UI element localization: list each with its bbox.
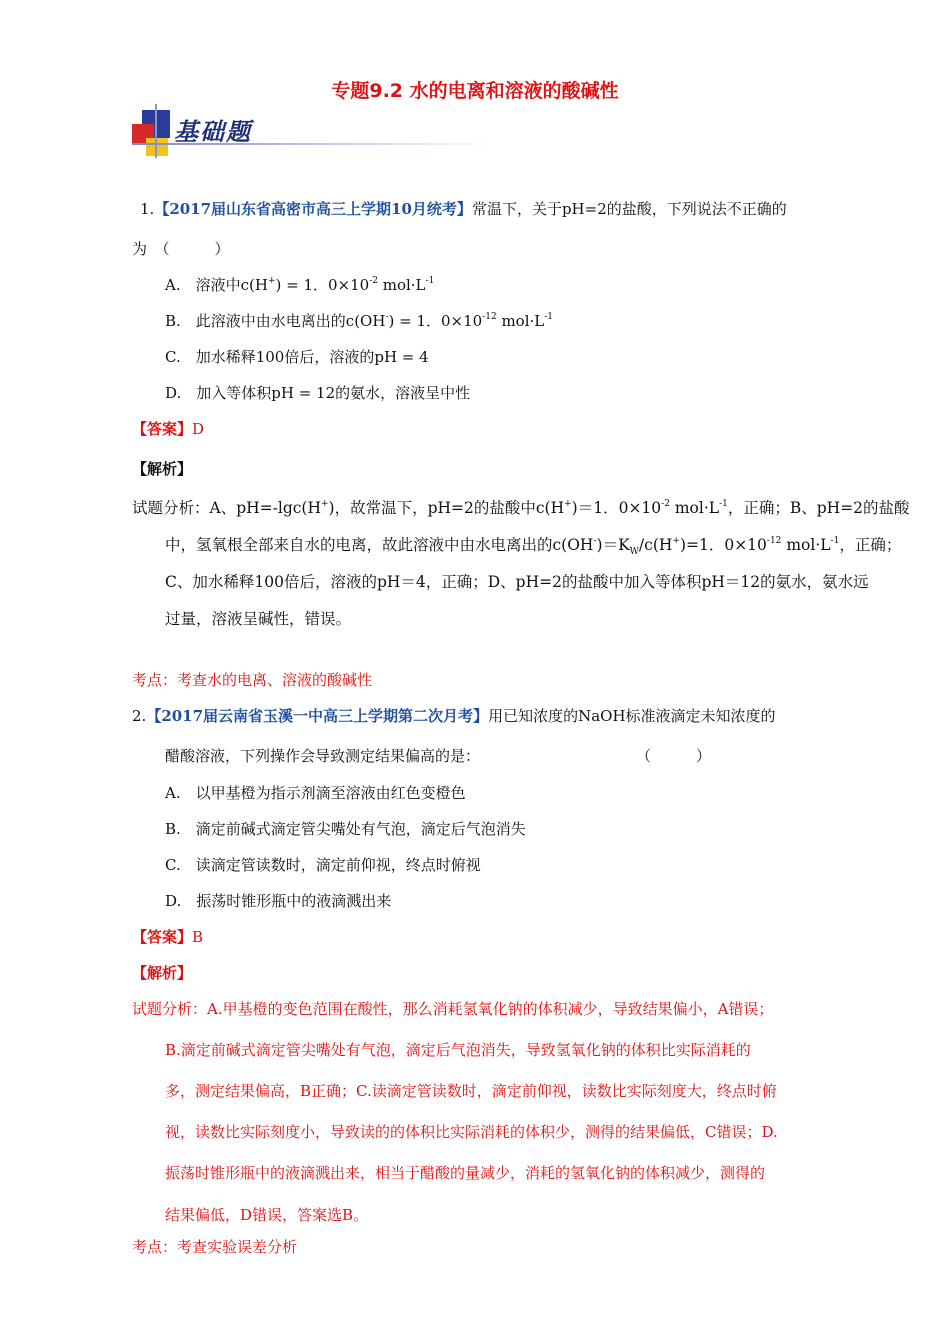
section-banner <box>132 102 492 160</box>
q1-stem-line2: 为 （ ） <box>132 240 230 258</box>
q2-number: 2. <box>132 707 147 725</box>
q2-stem-a: 用已知浓度的NaOH标准液滴定未知浓度的 <box>488 707 776 725</box>
q1-option-a: A. 溶液中c(H+) = 1．$0\times 10^{-2}$ $mol\cdot L^{-1}$ <box>165 276 435 294</box>
q2-kaodian: 考点：考查实验误差分析 <box>132 1238 298 1256</box>
q1-analysis-line1: 试题分析：A、pH=-lgc(H+)，故常温下，pH=2的盐酸中c(H+)＝1．$0\times 10^{-2}$ $mol\cdot L^{-1}$，正确；B、pH=2的盐酸 <box>132 499 910 517</box>
q1-answer <box>132 418 204 439</box>
q1-kaodian: 考点：考查水的电离、溶液的酸碱性 <box>132 671 373 689</box>
page-title: 专题9.2 水的电离和溶液的酸碱性 <box>331 80 619 102</box>
q2-stem-line2: 醋酸溶液，下列操作会导致测定结果偏高的是： <box>165 747 481 765</box>
q2-analysis-line: 结果偏低，D错误，答案选B。 <box>165 1206 369 1224</box>
q1-answer-value: D <box>192 420 205 438</box>
q2-answer-label: 【答案】 <box>132 928 193 946</box>
q2-option-c: C. 读滴定管读数时，滴定前仰视，终点时俯视 <box>165 856 481 874</box>
q1-analysis-line3: C、加水稀释100倍后，溶液的pH＝4，正确；D、pH=2的盐酸中加入等体积pH＝12的氨水，氨水远 <box>165 573 869 591</box>
q2-analysis-line: 视，读数比实际刻度小，导致读的的体积比实际消耗的体积少，测得的结果偏低，C错误；D. <box>165 1123 778 1141</box>
q2-analysis-label: 【解析】 <box>132 964 193 982</box>
q1-source: 【2017届山东省高密市高三上学期10月统考】 <box>154 200 472 218</box>
banner-vertical-line <box>155 104 157 158</box>
q1-option-c: C. 加水稀释100倍后，溶液的pH = 4 <box>165 348 429 366</box>
q2-analysis-line: 振荡时锥形瓶中的液滴溅出来，相当于醋酸的量减少，消耗的氢氧化钠的体积减少，测得的 <box>165 1164 766 1182</box>
q2-source: 【2017届云南省玉溪一中高三上学期第二次月考】 <box>146 707 489 725</box>
q1-option-b: B. 此溶液中由水电离出的c(OH-) = 1．$0\times 10^{-12}$ $mol\cdot L^{-1}$ <box>165 312 554 330</box>
q2-option-b: B. 滴定前碱式滴定管尖嘴处有气泡，滴定后气泡消失 <box>165 820 526 838</box>
q2-analysis-line: 多，测定结果偏高，B正确；C.读滴定管读数时，滴定前仰视，读数比实际刻度大，终点时俯 <box>165 1082 777 1100</box>
q2-answer-value: B <box>192 928 204 946</box>
q2-analysis-line: 试题分析：A.甲基橙的变色范围在酸性，那么消耗氢氧化钠的体积减少，导致结果偏小，A错误； <box>132 1000 774 1018</box>
q1-analysis-label: 【解析】 <box>132 460 193 478</box>
q2-answer-paren: （ ） <box>636 747 712 765</box>
q2-answer <box>132 926 203 947</box>
q1-number: 1. <box>140 200 155 218</box>
banner-label: 基础题 <box>174 117 252 146</box>
q1-stem-a: 常温下，关于pH=2的盐酸，下列说法不正确的 <box>471 200 787 218</box>
q1-option-d: D. 加入等体积pH = 12的氨水，溶液呈中性 <box>165 384 471 402</box>
q2-option-a: A. 以甲基橙为指示剂滴至溶液由红色变橙色 <box>165 784 466 802</box>
q2-stem-line1 <box>132 705 776 726</box>
q2-analysis-line: B.滴定前碱式滴定管尖嘴处有气泡，滴定后气泡消失，导致氢氧化钠的体积比实际消耗的 <box>165 1041 751 1059</box>
banner-yellow-square <box>146 138 168 156</box>
q1-answer-label: 【答案】 <box>132 420 193 438</box>
q1-analysis-line4: 过量，溶液呈碱性，错误。 <box>165 610 352 628</box>
q1-analysis-line2: 中，氢氧根全部来自水的电离，故此溶液中由水电离出的$c(OH^-)=K_W/c(H^+)=1$．$0\times 10^{-12}$ $mol\cdot L^{-1}$，正确； <box>165 536 902 558</box>
q1-stem-line1 <box>140 198 787 219</box>
q2-option-d: D. 振荡时锥形瓶中的液滴溅出来 <box>165 892 392 910</box>
